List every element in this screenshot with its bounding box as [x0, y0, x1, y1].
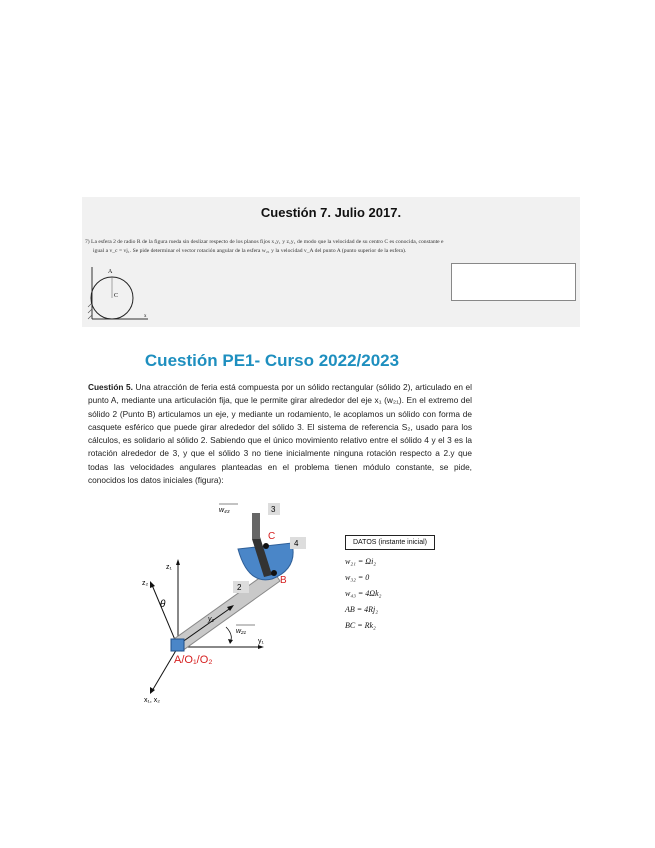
- solid-2-label: 2: [237, 583, 242, 592]
- point-b-label: B: [280, 575, 287, 586]
- sphere-figure: [86, 267, 152, 323]
- y2-label: y₂: [208, 616, 215, 623]
- x-axes-label: x₁, x₂: [144, 697, 160, 703]
- data-panel: [345, 535, 435, 634]
- question-7-line-1: 7) La esfera 2 de radio R de la figura rueda sin deslizar respecto de los planos fijos x₁y₁ y z₁y₁ de modo que la velocidad de su centro C es conocida, constante e: [85, 239, 444, 245]
- w21-label: w₂₁: [236, 628, 246, 635]
- data-item: BC = Rk₂: [345, 621, 376, 630]
- question-7-text: [85, 238, 577, 256]
- question-7-panel: [82, 197, 580, 327]
- solid-3-label: 3: [271, 505, 276, 514]
- data-item: AB = 4Rj₂: [345, 605, 379, 614]
- data-item: w₄₃ = 4Ωk₂: [345, 589, 382, 598]
- z2-label: z₂: [142, 580, 149, 587]
- data-panel-title: DATOS (instante inicial): [345, 535, 435, 550]
- question-7-line-2: igual a v_c = vj₁. Se pide determinar el vector rotación angular de la esfera w₂₁ y la velocidad v_A del punto A (punto superior de la esfera).: [93, 248, 407, 254]
- data-list: [345, 554, 435, 634]
- theta-label: θ: [160, 599, 166, 610]
- question-pe1-title: Cuestión PE1- Curso 2022/2023: [144, 351, 400, 370]
- origin-label: A/O₁/O₂: [174, 654, 213, 666]
- data-item: w₃₂ = 0: [345, 573, 370, 582]
- question-5-text: [88, 381, 472, 487]
- question-pe1-panel: [82, 345, 580, 715]
- z1-label: z₁: [166, 564, 172, 571]
- data-item: w₂₁ = Ωi₂: [345, 557, 377, 566]
- y1-label: y₁: [258, 638, 264, 645]
- axis-x-label: x: [144, 314, 147, 319]
- w43-label: w₄₃: [219, 507, 230, 514]
- mechanism-figure: [120, 503, 340, 703]
- point-a-label: A: [108, 269, 113, 275]
- question-5-body: Una atracción de feria está compuesta por un sólido rectangular (sólido 2), articulado en el punto A, mediante una articulación fija, que le permite girar alrededor del eje x₁ (w₂₁). En el extremo del sólido 2 (Punto B) articulamos un eje, y mediante un rodamiento, le acoplamos un sólido con forma de casquete esférico que puede girar alrededor del sólido 3. El sistema de referencia S₂, usado para los cálculos, es solidario al sólido 2. Sabiendo que el único movimiento relativo entre el sólido 4 y el 3 es la rotación alrededor de 3, y que el sólido 3 no tiene inicialmente ninguna rotación respecto a 2.y que todas las velocidades angulares planteadas en el problema tienen módulo constante, se pide, conocidos los datos iniciales (figura):: [88, 382, 472, 486]
- question-5-label: Cuestión 5.: [88, 382, 133, 392]
- solid-4-label: 4: [294, 539, 299, 548]
- point-c-label: C: [268, 531, 276, 542]
- point-c-label: C: [114, 293, 119, 299]
- question-7-title: Cuestión 7. Julio 2017.: [260, 205, 402, 220]
- answer-box: [451, 263, 576, 301]
